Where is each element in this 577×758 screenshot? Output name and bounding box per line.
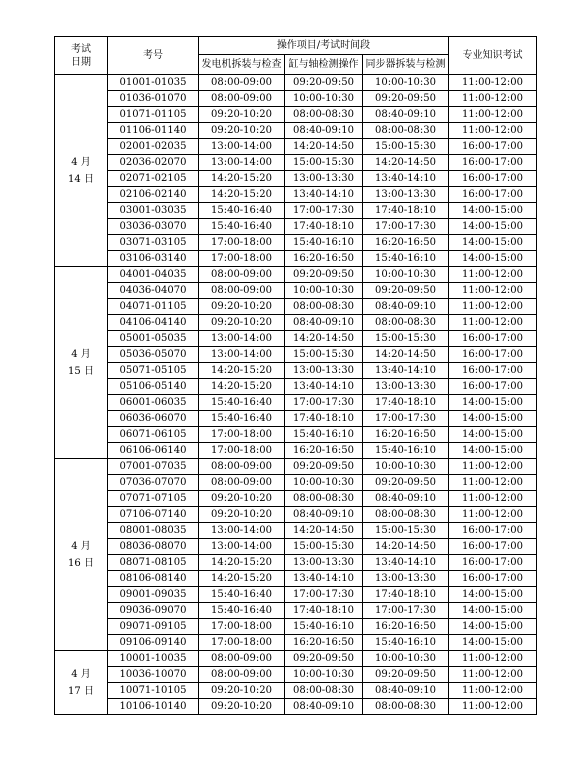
theory-time-cell: 11:00-12:00 [449,651,537,667]
candidate-id-cell: 03036-03070 [108,219,199,235]
cylinder-shaft-time-cell: 08:40-09:10 [285,123,363,139]
header-operation-group: 操作项目/考试时间段 [199,37,449,55]
cylinder-shaft-time-cell: 13:00-13:30 [285,363,363,379]
table-row [55,587,537,603]
theory-time-cell: 11:00-12:00 [449,491,537,507]
generator-time-cell: 08:00-09:00 [199,475,285,491]
synchronizer-time-cell: 13:40-14:10 [363,171,449,187]
synchronizer-time-cell: 16:20-16:50 [363,427,449,443]
synchronizer-time-cell: 08:00-08:30 [363,123,449,139]
theory-time-cell: 11:00-12:00 [449,699,537,715]
candidate-id-cell: 04071-01105 [108,299,199,315]
theory-time-cell: 14:00-15:00 [449,635,537,651]
synchronizer-time-cell: 14:20-14:50 [363,155,449,171]
cylinder-shaft-time-cell: 15:00-15:30 [285,347,363,363]
exam-date-cell [55,267,108,459]
synchronizer-time-cell: 15:40-16:10 [363,635,449,651]
theory-time-cell: 11:00-12:00 [449,475,537,491]
table-row [55,363,537,379]
generator-time-cell: 08:00-09:00 [199,75,285,91]
generator-time-cell: 17:00-18:00 [199,635,285,651]
cylinder-shaft-time-cell: 08:40-09:10 [285,699,363,715]
candidate-id-cell: 06071-06105 [108,427,199,443]
theory-time-cell: 16:00-17:00 [449,139,537,155]
synchronizer-time-cell: 08:40-09:10 [363,107,449,123]
table-row [55,299,537,315]
table-row [55,251,537,267]
theory-time-cell: 11:00-12:00 [449,107,537,123]
generator-time-cell: 13:00-14:00 [199,139,285,155]
generator-time-cell: 09:20-10:20 [199,107,285,123]
generator-time-cell: 14:20-15:20 [199,571,285,587]
theory-time-cell: 11:00-12:00 [449,299,537,315]
cylinder-shaft-time-cell: 10:00-10:30 [285,91,363,107]
candidate-id-cell: 02036-02070 [108,155,199,171]
table-row [55,395,537,411]
synchronizer-time-cell: 09:20-09:50 [363,667,449,683]
cylinder-shaft-time-cell: 08:00-08:30 [285,107,363,123]
theory-time-cell: 14:00-15:00 [449,619,537,635]
exam-date-cell [55,75,108,267]
cylinder-shaft-time-cell: 15:40-16:10 [285,619,363,635]
generator-time-cell: 08:00-09:00 [199,91,285,107]
generator-time-cell: 14:20-15:20 [199,555,285,571]
candidate-id-cell: 10071-10105 [108,683,199,699]
generator-time-cell: 15:40-16:40 [199,219,285,235]
generator-time-cell: 08:00-09:00 [199,651,285,667]
table-row [55,523,537,539]
generator-time-cell: 13:00-14:00 [199,155,285,171]
generator-time-cell: 14:20-15:20 [199,187,285,203]
generator-time-cell: 08:00-09:00 [199,459,285,475]
exam-date-line: 4 月 [71,348,91,360]
cylinder-shaft-time-cell: 09:20-09:50 [285,459,363,475]
candidate-id-cell: 04001-04035 [108,267,199,283]
theory-time-cell: 16:00-17:00 [449,571,537,587]
table-body [55,75,537,715]
header-row-top [55,37,537,55]
table-row [55,443,537,459]
cylinder-shaft-time-cell: 15:00-15:30 [285,155,363,171]
cylinder-shaft-time-cell: 13:40-14:10 [285,187,363,203]
candidate-id-cell: 07001-07035 [108,459,199,475]
exam-schedule-table [54,36,537,715]
theory-time-cell: 16:00-17:00 [449,379,537,395]
cylinder-shaft-time-cell: 17:00-17:30 [285,587,363,603]
candidate-id-cell: 08071-08105 [108,555,199,571]
candidate-id-cell: 07036-07070 [108,475,199,491]
synchronizer-time-cell: 15:00-15:30 [363,139,449,155]
header-theory-exam: 专业知识考试 [449,37,537,75]
generator-time-cell: 15:40-16:40 [199,411,285,427]
candidate-id-cell: 03106-03140 [108,251,199,267]
candidate-id-cell: 09106-09140 [108,635,199,651]
table-row [55,315,537,331]
synchronizer-time-cell: 09:20-09:50 [363,475,449,491]
cylinder-shaft-time-cell: 08:40-09:10 [285,315,363,331]
header-op-cylinder-shaft: 缸与轴检测操作 [285,55,363,75]
table-row [55,267,537,283]
synchronizer-time-cell: 08:00-08:30 [363,699,449,715]
candidate-id-cell: 03071-03105 [108,235,199,251]
generator-time-cell: 13:00-14:00 [199,331,285,347]
cylinder-shaft-time-cell: 16:20-16:50 [285,443,363,459]
generator-time-cell: 17:00-18:00 [199,443,285,459]
candidate-id-cell: 01036-01070 [108,91,199,107]
candidate-id-cell: 08001-08035 [108,523,199,539]
cylinder-shaft-time-cell: 17:40-18:10 [285,411,363,427]
cylinder-shaft-time-cell: 10:00-10:30 [285,475,363,491]
synchronizer-time-cell: 16:20-16:50 [363,235,449,251]
theory-time-cell: 11:00-12:00 [449,267,537,283]
table-row [55,427,537,443]
candidate-id-cell: 08036-08070 [108,539,199,555]
cylinder-shaft-time-cell: 14:20-14:50 [285,523,363,539]
exam-date-line: 16 日 [68,557,94,569]
cylinder-shaft-time-cell: 14:20-14:50 [285,139,363,155]
table-row [55,283,537,299]
cylinder-shaft-time-cell: 15:00-15:30 [285,539,363,555]
synchronizer-time-cell: 13:00-13:30 [363,571,449,587]
generator-time-cell: 09:20-10:20 [199,299,285,315]
candidate-id-cell: 05001-05035 [108,331,199,347]
candidate-id-cell: 09036-09070 [108,603,199,619]
synchronizer-time-cell: 13:40-14:10 [363,555,449,571]
generator-time-cell: 15:40-16:40 [199,203,285,219]
synchronizer-time-cell: 08:40-09:10 [363,491,449,507]
generator-time-cell: 09:20-10:20 [199,699,285,715]
theory-time-cell: 11:00-12:00 [449,683,537,699]
theory-time-cell: 14:00-15:00 [449,427,537,443]
synchronizer-time-cell: 09:20-09:50 [363,91,449,107]
synchronizer-time-cell: 17:00-17:30 [363,603,449,619]
candidate-id-cell: 01001-01035 [108,75,199,91]
theory-time-cell: 16:00-17:00 [449,555,537,571]
cylinder-shaft-time-cell: 13:00-13:30 [285,171,363,187]
generator-time-cell: 17:00-18:00 [199,251,285,267]
cylinder-shaft-time-cell: 08:00-08:30 [285,299,363,315]
header-candidate-id: 考号 [108,37,199,75]
table-row [55,203,537,219]
table-row [55,619,537,635]
cylinder-shaft-time-cell: 13:40-14:10 [285,379,363,395]
cylinder-shaft-time-cell: 16:20-16:50 [285,251,363,267]
table-row [55,219,537,235]
theory-time-cell: 14:00-15:00 [449,603,537,619]
theory-time-cell: 16:00-17:00 [449,539,537,555]
theory-time-cell: 11:00-12:00 [449,91,537,107]
generator-time-cell: 08:00-09:00 [199,267,285,283]
cylinder-shaft-time-cell: 08:40-09:10 [285,507,363,523]
candidate-id-cell: 01106-01140 [108,123,199,139]
exam-date-line: 14 日 [68,173,94,185]
theory-time-cell: 11:00-12:00 [449,75,537,91]
theory-time-cell: 11:00-12:00 [449,283,537,299]
table-row [55,475,537,491]
table-row [55,75,537,91]
generator-time-cell: 09:20-10:20 [199,683,285,699]
candidate-id-cell: 05106-05140 [108,379,199,395]
synchronizer-time-cell: 17:40-18:10 [363,395,449,411]
generator-time-cell: 15:40-16:40 [199,587,285,603]
synchronizer-time-cell: 16:20-16:50 [363,619,449,635]
table-row [55,683,537,699]
synchronizer-time-cell: 10:00-10:30 [363,459,449,475]
synchronizer-time-cell: 14:20-14:50 [363,347,449,363]
candidate-id-cell: 04036-04070 [108,283,199,299]
theory-time-cell: 16:00-17:00 [449,187,537,203]
candidate-id-cell: 02071-02105 [108,171,199,187]
cylinder-shaft-time-cell: 15:40-16:10 [285,427,363,443]
candidate-id-cell: 07071-07105 [108,491,199,507]
table-row [55,459,537,475]
generator-time-cell: 17:00-18:00 [199,235,285,251]
candidate-id-cell: 06036-06070 [108,411,199,427]
cylinder-shaft-time-cell: 16:20-16:50 [285,635,363,651]
candidate-id-cell: 03001-03035 [108,203,199,219]
theory-time-cell: 14:00-15:00 [449,395,537,411]
theory-time-cell: 14:00-15:00 [449,587,537,603]
candidate-id-cell: 09001-09035 [108,587,199,603]
generator-time-cell: 17:00-18:00 [199,427,285,443]
exam-date-line: 15 日 [68,365,94,377]
table-row [55,123,537,139]
header-op-synchronizer: 同步器拆装与检测 [363,55,449,75]
cylinder-shaft-time-cell: 09:20-09:50 [285,267,363,283]
candidate-id-cell: 04106-04140 [108,315,199,331]
generator-time-cell: 15:40-16:40 [199,603,285,619]
table-row [55,139,537,155]
candidate-id-cell: 06001-06035 [108,395,199,411]
table-row [55,699,537,715]
cylinder-shaft-time-cell: 15:40-16:10 [285,235,363,251]
table-row [55,603,537,619]
synchronizer-time-cell: 08:00-08:30 [363,315,449,331]
theory-time-cell: 14:00-15:00 [449,203,537,219]
generator-time-cell: 08:00-09:00 [199,667,285,683]
synchronizer-time-cell: 13:00-13:30 [363,379,449,395]
theory-time-cell: 14:00-15:00 [449,443,537,459]
synchronizer-time-cell: 09:20-09:50 [363,283,449,299]
table-header [55,37,537,75]
cylinder-shaft-time-cell: 10:00-10:30 [285,667,363,683]
generator-time-cell: 14:20-15:20 [199,363,285,379]
candidate-id-cell: 10001-10035 [108,651,199,667]
table-row [55,347,537,363]
theory-time-cell: 11:00-12:00 [449,667,537,683]
synchronizer-time-cell: 17:40-18:10 [363,587,449,603]
table-row [55,635,537,651]
table-row [55,491,537,507]
synchronizer-time-cell: 15:00-15:30 [363,331,449,347]
table-row [55,571,537,587]
header-exam-date [55,37,108,75]
generator-time-cell: 09:20-10:20 [199,491,285,507]
table-row [55,155,537,171]
table-row [55,411,537,427]
theory-time-cell: 14:00-15:00 [449,235,537,251]
candidate-id-cell: 02001-02035 [108,139,199,155]
synchronizer-time-cell: 08:40-09:10 [363,683,449,699]
synchronizer-time-cell: 13:40-14:10 [363,363,449,379]
cylinder-shaft-time-cell: 08:00-08:30 [285,491,363,507]
theory-time-cell: 16:00-17:00 [449,155,537,171]
cylinder-shaft-time-cell: 13:40-14:10 [285,571,363,587]
generator-time-cell: 09:20-10:20 [199,315,285,331]
synchronizer-time-cell: 10:00-10:30 [363,651,449,667]
candidate-id-cell: 10106-10140 [108,699,199,715]
cylinder-shaft-time-cell: 10:00-10:30 [285,283,363,299]
exam-date-line: 4 月 [71,668,91,680]
table-row [55,555,537,571]
candidate-id-cell: 02106-02140 [108,187,199,203]
exam-date-cell [55,459,108,651]
cylinder-shaft-time-cell: 13:00-13:30 [285,555,363,571]
theory-time-cell: 14:00-15:00 [449,219,537,235]
table-row [55,171,537,187]
cylinder-shaft-time-cell: 14:20-14:50 [285,331,363,347]
synchronizer-time-cell: 08:00-08:30 [363,507,449,523]
theory-time-cell: 16:00-17:00 [449,363,537,379]
candidate-id-cell: 01071-01105 [108,107,199,123]
synchronizer-time-cell: 13:00-13:30 [363,187,449,203]
cylinder-shaft-time-cell: 17:40-18:10 [285,219,363,235]
cylinder-shaft-time-cell: 09:20-09:50 [285,75,363,91]
cylinder-shaft-time-cell: 17:40-18:10 [285,603,363,619]
generator-time-cell: 13:00-14:00 [199,347,285,363]
table-row [55,107,537,123]
generator-time-cell: 08:00-09:00 [199,283,285,299]
synchronizer-time-cell: 17:00-17:30 [363,411,449,427]
cylinder-shaft-time-cell: 17:00-17:30 [285,395,363,411]
exam-date-line: 4 月 [71,156,91,168]
cylinder-shaft-time-cell: 17:00-17:30 [285,203,363,219]
table-row [55,507,537,523]
table-row [55,651,537,667]
synchronizer-time-cell: 17:00-17:30 [363,219,449,235]
candidate-id-cell: 10036-10070 [108,667,199,683]
generator-time-cell: 13:00-14:00 [199,523,285,539]
generator-time-cell: 09:20-10:20 [199,507,285,523]
synchronizer-time-cell: 17:40-18:10 [363,203,449,219]
candidate-id-cell: 08106-08140 [108,571,199,587]
theory-time-cell: 14:00-15:00 [449,251,537,267]
candidate-id-cell: 09071-09105 [108,619,199,635]
theory-time-cell: 16:00-17:00 [449,171,537,187]
exam-date-line: 17 日 [68,685,94,697]
exam-date-line: 4 月 [71,540,91,552]
theory-time-cell: 11:00-12:00 [449,459,537,475]
candidate-id-cell: 05071-05105 [108,363,199,379]
generator-time-cell: 14:20-15:20 [199,379,285,395]
synchronizer-time-cell: 10:00-10:30 [363,75,449,91]
table-row [55,667,537,683]
generator-time-cell: 15:40-16:40 [199,395,285,411]
candidate-id-cell: 05036-05070 [108,347,199,363]
header-exam-date-line2: 日期 [71,56,91,68]
synchronizer-time-cell: 08:40-09:10 [363,299,449,315]
table-row [55,331,537,347]
candidate-id-cell: 06106-06140 [108,443,199,459]
theory-time-cell: 16:00-17:00 [449,347,537,363]
cylinder-shaft-time-cell: 09:20-09:50 [285,651,363,667]
theory-time-cell: 11:00-12:00 [449,315,537,331]
generator-time-cell: 14:20-15:20 [199,171,285,187]
theory-time-cell: 11:00-12:00 [449,123,537,139]
table-row [55,539,537,555]
table-row [55,91,537,107]
synchronizer-time-cell: 15:40-16:10 [363,443,449,459]
header-op-generator: 发电机拆装与检查 [199,55,285,75]
candidate-id-cell: 07106-07140 [108,507,199,523]
theory-time-cell: 11:00-12:00 [449,507,537,523]
table-row [55,187,537,203]
synchronizer-time-cell: 14:20-14:50 [363,539,449,555]
table-row [55,379,537,395]
theory-time-cell: 16:00-17:00 [449,523,537,539]
header-exam-date-line1: 考试 [71,43,91,55]
generator-time-cell: 13:00-14:00 [199,539,285,555]
generator-time-cell: 17:00-18:00 [199,619,285,635]
table-row [55,235,537,251]
exam-date-cell [55,651,108,715]
synchronizer-time-cell: 15:00-15:30 [363,523,449,539]
synchronizer-time-cell: 15:40-16:10 [363,251,449,267]
generator-time-cell: 09:20-10:20 [199,123,285,139]
cylinder-shaft-time-cell: 08:00-08:30 [285,683,363,699]
theory-time-cell: 16:00-17:00 [449,331,537,347]
synchronizer-time-cell: 10:00-10:30 [363,267,449,283]
theory-time-cell: 14:00-15:00 [449,411,537,427]
